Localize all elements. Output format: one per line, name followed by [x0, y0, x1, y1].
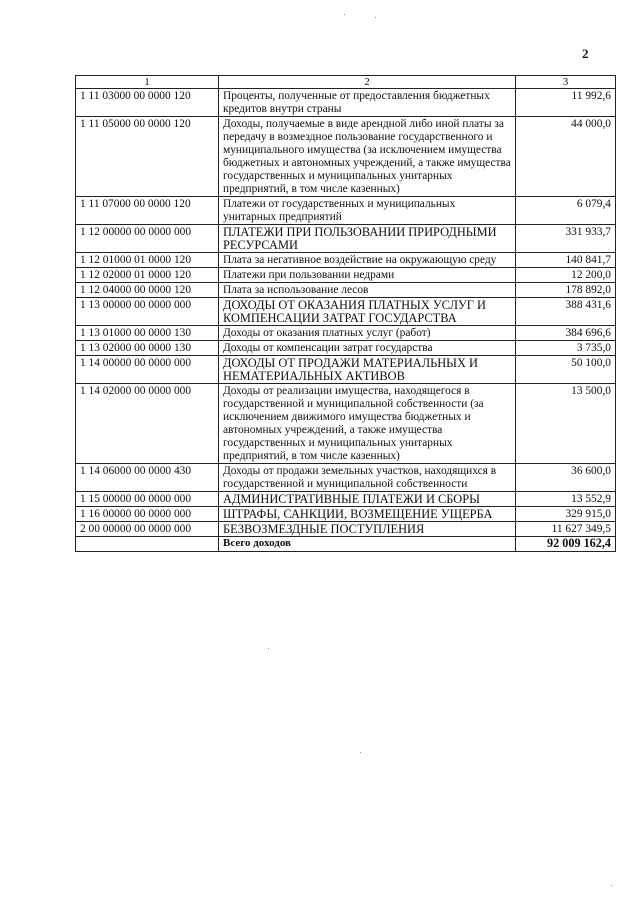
budget-code: 1 12 02000 01 0000 120: [76, 268, 219, 283]
scan-speck: [611, 885, 612, 886]
revenue-name: АДМИНИСТРАТИВНЫЕ ПЛАТЕЖИ И СБОРЫ: [219, 492, 516, 507]
budget-code: 1 14 00000 00 0000 000: [76, 356, 219, 384]
table-row: [76, 492, 616, 507]
revenue-name: ПЛАТЕЖИ ПРИ ПОЛЬЗОВАНИИ ПРИРОДНЫМИ РЕСУРСАМИ: [219, 225, 516, 253]
table-row: [76, 341, 616, 356]
revenue-sum: 6 079,4: [516, 197, 616, 225]
budget-code: 1 11 07000 00 0000 120: [76, 197, 219, 225]
budget-code: 1 13 01000 00 0000 130: [76, 326, 219, 341]
table-row: [76, 522, 616, 537]
revenue-name: Проценты, полученные от предоставления бюджетных кредитов внутри страны: [219, 89, 516, 117]
revenue-sum: 331 933,7: [516, 225, 616, 253]
table-row: [76, 268, 616, 283]
total-sum: 92 009 162,4: [516, 537, 616, 552]
budget-code: 1 12 00000 00 0000 000: [76, 225, 219, 253]
table-row: [76, 384, 616, 464]
revenue-sum: 13 500,0: [516, 384, 616, 464]
budget-code: 1 14 02000 00 0000 000: [76, 384, 219, 464]
revenue-sum: 178 892,0: [516, 283, 616, 298]
table-row: [76, 89, 616, 117]
revenue-name: Доходы от продажи земельных участков, находящихся в государственной и муниципальной собственности: [219, 464, 516, 492]
budget-code: 1 14 06000 00 0000 430: [76, 464, 219, 492]
column-header: 1: [76, 76, 219, 89]
budget-code: 1 13 00000 00 0000 000: [76, 298, 219, 326]
table-row: [76, 464, 616, 492]
scan-speck: [268, 648, 269, 649]
budget-code: 1 15 00000 00 0000 000: [76, 492, 219, 507]
table-row: [76, 225, 616, 253]
page-number: 2: [582, 46, 589, 61]
revenue-sum: 13 552,9: [516, 492, 616, 507]
revenue-name: Доходы от реализации имущества, находящегося в государственной и муниципальной собственности (за исключением движимого имущества бюджетных и автономных учреждений, а также имущества государственных и муниципальных унитарных предприятий, в том числе казенных): [219, 384, 516, 464]
total-label: Всего доходов: [219, 537, 516, 552]
revenue-sum: 329 915,0: [516, 507, 616, 522]
budget-code: 2 00 00000 00 0000 000: [76, 522, 219, 537]
budget-code: 1 11 05000 00 0000 120: [76, 117, 219, 197]
revenue-name: Плата за негативное воздействие на окружающую среду: [219, 253, 516, 268]
revenue-table: [75, 75, 616, 552]
table-row: [76, 298, 616, 326]
revenue-sum: 3 735,0: [516, 341, 616, 356]
revenue-name: ШТРАФЫ, САНКЦИИ, ВОЗМЕЩЕНИЕ УЩЕРБА: [219, 507, 516, 522]
revenue-name: Доходы от компенсации затрат государства: [219, 341, 516, 356]
table-body: [76, 89, 616, 537]
table-row: [76, 326, 616, 341]
total-code-cell: [76, 537, 219, 552]
revenue-name: Плата за использование лесов: [219, 283, 516, 298]
scan-speck: [375, 17, 376, 18]
revenue-sum: 11 627 349,5: [516, 522, 616, 537]
revenue-sum: 11 992,6: [516, 89, 616, 117]
scan-speck: [360, 752, 361, 753]
table-row: [76, 197, 616, 225]
column-header: 3: [516, 76, 616, 89]
revenue-name: Доходы от оказания платных услуг (работ): [219, 326, 516, 341]
total-row: [76, 537, 616, 552]
scan-speck: [344, 14, 345, 15]
table-row: [76, 356, 616, 384]
revenue-sum: 388 431,6: [516, 298, 616, 326]
column-header: 2: [219, 76, 516, 89]
revenue-sum: 384 696,6: [516, 326, 616, 341]
revenue-name: ДОХОДЫ ОТ ОКАЗАНИЯ ПЛАТНЫХ УСЛУГ И КОМПЕНСАЦИИ ЗАТРАТ ГОСУДАРСТВА: [219, 298, 516, 326]
revenue-name: ДОХОДЫ ОТ ПРОДАЖИ МАТЕРИАЛЬНЫХ И НЕМАТЕРИАЛЬНЫХ АКТИВОВ: [219, 356, 516, 384]
revenue-sum: 140 841,7: [516, 253, 616, 268]
revenue-sum: 44 000,0: [516, 117, 616, 197]
revenue-name: Платежи от государственных и муниципальных унитарных предприятий: [219, 197, 516, 225]
table-row: [76, 283, 616, 298]
revenue-sum: 50 100,0: [516, 356, 616, 384]
table-row: [76, 507, 616, 522]
table-row: [76, 253, 616, 268]
budget-code: 1 12 04000 00 0000 120: [76, 283, 219, 298]
budget-code: 1 12 01000 01 0000 120: [76, 253, 219, 268]
revenue-sum: 36 600,0: [516, 464, 616, 492]
table-header-row: [76, 76, 616, 89]
revenue-sum: 12 200,0: [516, 268, 616, 283]
budget-code: 1 16 00000 00 0000 000: [76, 507, 219, 522]
revenue-name: Платежи при пользовании недрами: [219, 268, 516, 283]
budget-code: 1 13 02000 00 0000 130: [76, 341, 219, 356]
revenue-name: БЕЗВОЗМЕЗДНЫЕ ПОСТУПЛЕНИЯ: [219, 522, 516, 537]
revenue-name: Доходы, получаемые в виде арендной либо иной платы за передачу в возмездное пользование государственного и муниципального имущества (за исключением имущества бюджетных и автономных учреждений, а также имущества государственных и муниципальных унитарных предприятий, в том числе казенных): [219, 117, 516, 197]
table-row: [76, 117, 616, 197]
budget-code: 1 11 03000 00 0000 120: [76, 89, 219, 117]
